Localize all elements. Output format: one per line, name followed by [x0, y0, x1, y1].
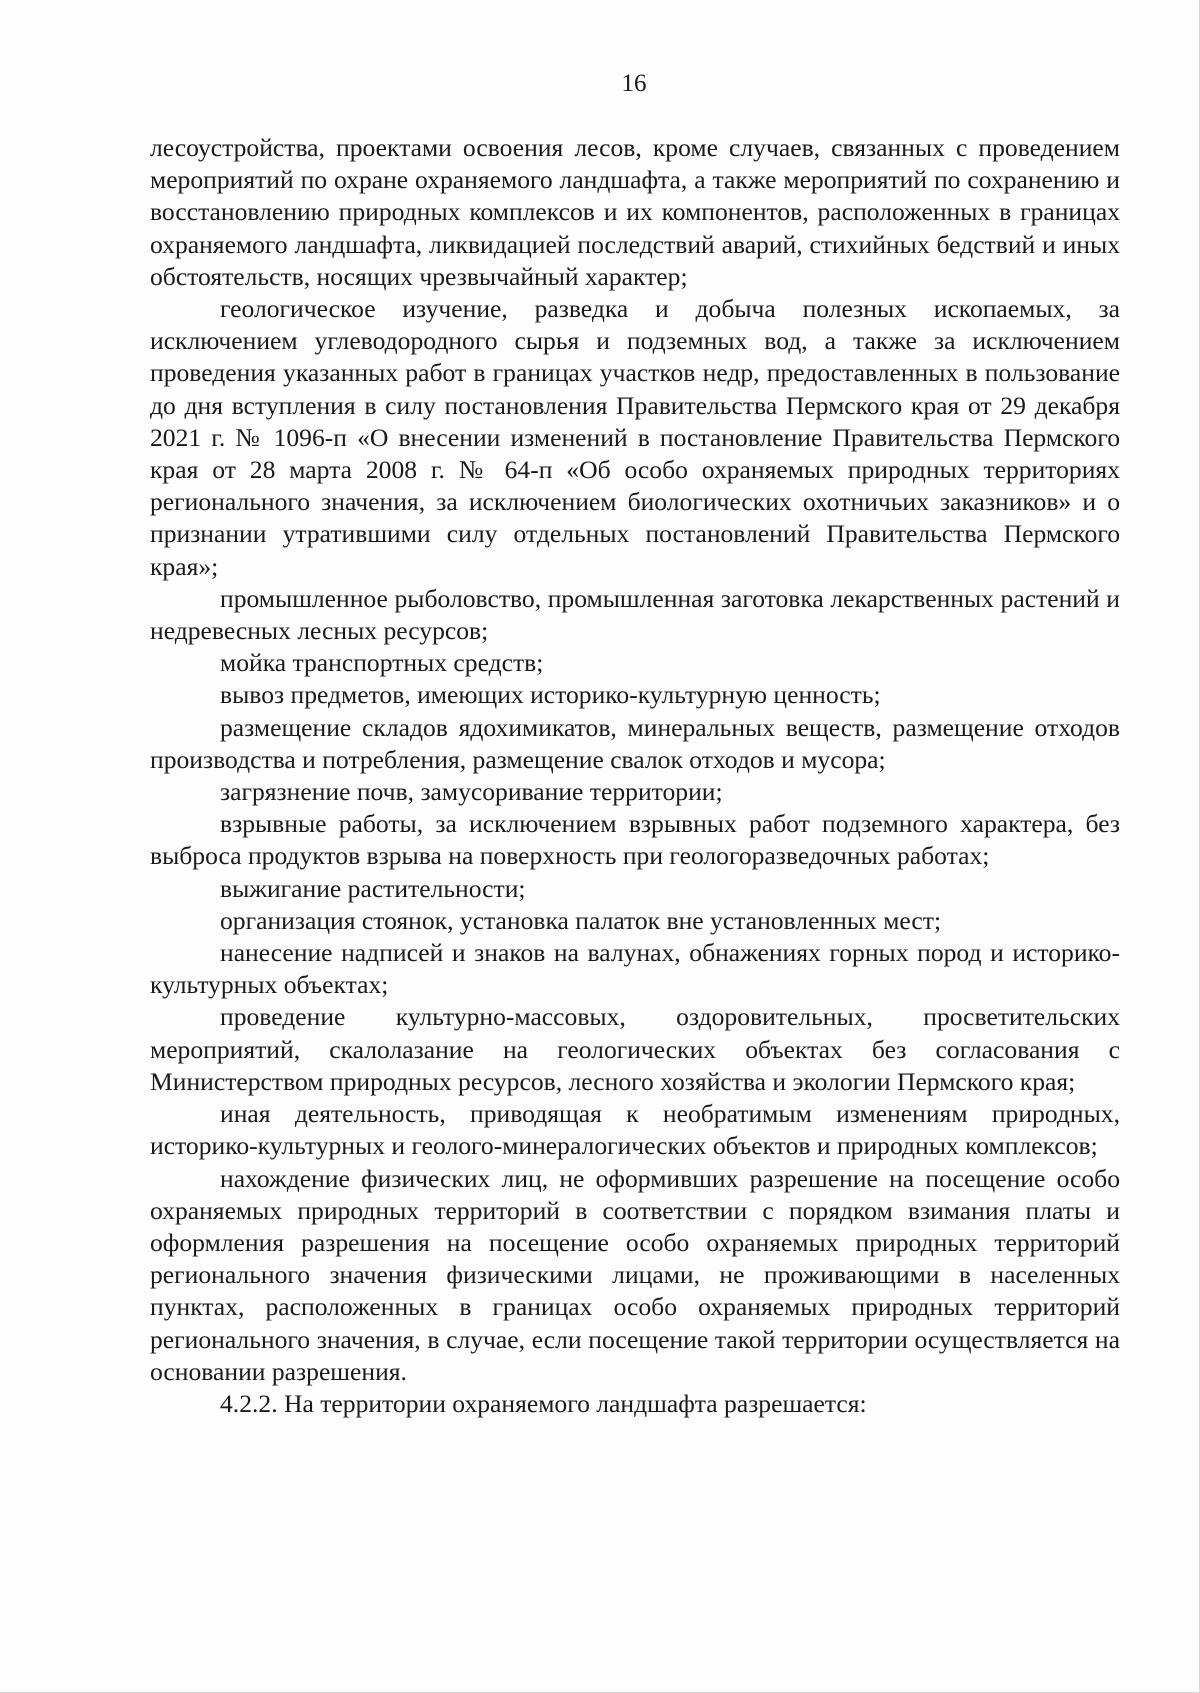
paragraph: загрязнение почв, замусоривание территории;	[220, 777, 723, 807]
paragraph: проведение культурно-массовых, оздоровительных, просветительских мероприятий, скалолазание на геологических объектах без согласования с Министерством природных ресурсов, лесного хозяйства и экологии Пермского края;	[150, 1002, 1120, 1096]
paragraph: взрывные работы, за исключением взрывных работ подземного характера, без выброса продуктов взрыва на поверхность при геологоразведочных работах;	[150, 809, 1120, 871]
paragraph: иная деятельность, приводящая к необратимым изменениям природных, историко-культурных и геолого-минералогических объектов и природных комплексов;	[150, 1099, 1120, 1161]
paragraph: организация стоянок, установка палаток вне установленных мест;	[220, 905, 942, 935]
document-body	[150, 132, 1120, 1420]
paragraph: вывоз предметов, имеющих историко-культурную ценность;	[220, 680, 881, 710]
paragraph: размещение складов ядохимикатов, минеральных веществ, размещение отходов производства и потребления, размещение свалок отходов и мусора;	[150, 712, 1120, 774]
paragraph: нахождение физических лиц, не оформивших разрешение на посещение особо охраняемых природных территорий в соответствии с порядком взимания платы и оформления разрешения на посещение особо охраняемых природных территорий регионального значения физическими лицами, не проживающими в населенных пунктах, расположенных в границах особо охраняемых природных территорий регионального значения, в случае, если посещение такой территории осуществляется на основании разрешения.	[150, 1163, 1120, 1386]
paragraph: нанесение надписей и знаков на валунах, обнажениях горных пород и историко-культурных объектах;	[150, 938, 1120, 1000]
paragraph: лесоустройства, проектами освоения лесов, кроме случаев, связанных с проведением мероприятий по охране охраняемого ландшафта, а также мероприятий по сохранению и восстановлению природных комплексов и их компонентов, расположенных в границах охраняемого ландшафта, ликвидацией последствий аварий, стихийных бедствий и иных обстоятельств, носящих чрезвычайный характер;	[150, 133, 1120, 291]
paragraph: промышленное рыболовство, промышленная заготовка лекарственных растений и недревесных лесных ресурсов;	[150, 583, 1120, 646]
paragraph: геологическое изучение, разведка и добыча полезных ископаемых, за исключением углеводородного сырья и подземных вод, а также за исключением проведения указанных работ в границах участков недр, предоставленных в пользование до дня вступления в силу постановления Правительства Пермского края от 29 декабря 2021 г. № 1096-п «О внесении изменений в постановление Правительства Пермского края от 28 марта 2008 г. № 64-п «Об особо охраняемых природных территориях регионального значения, за исключением биологических охотничьих заказников» и о признании утратившими силу отдельных постановлений Правительства Пермского края»;	[150, 294, 1120, 581]
paragraph: выжигание растительности;	[220, 873, 526, 903]
page-number: 16	[621, 70, 647, 97]
paragraph: 4.2.2. На территории охраняемого ландшафта разрешается:	[220, 1388, 867, 1418]
paragraph: мойка транспортных средств;	[220, 648, 544, 678]
